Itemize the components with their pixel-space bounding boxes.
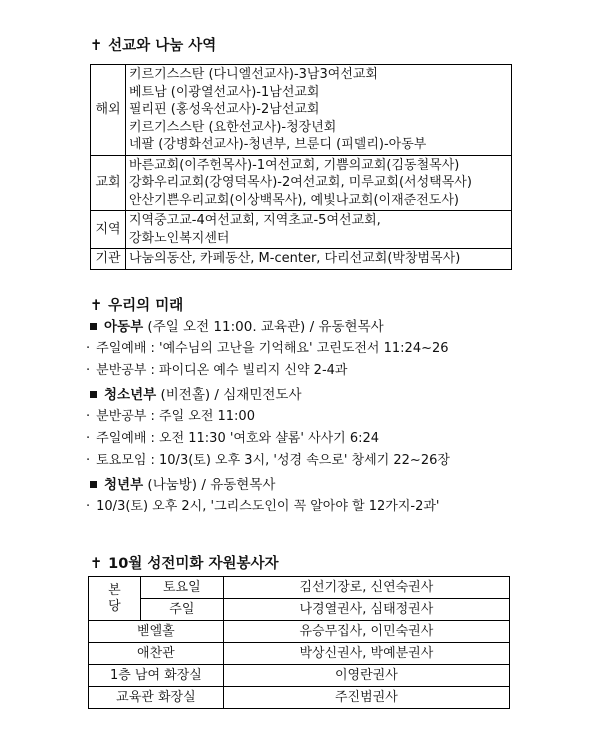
mission-line: 키르기스스탄 (요한선교사)-청장년회: [129, 119, 337, 135]
names-cell: 박상신권사, 박예분권사: [223, 643, 509, 665]
mission-detail-cell: [126, 155, 512, 211]
names-cell: 유승무집사, 이민숙권사: [223, 621, 509, 643]
category-cell: 지역: [91, 211, 126, 249]
place-cell: 벧엘홀: [89, 621, 224, 643]
mission-detail-cell: [126, 211, 512, 249]
list-item: · 주일예배 : '예수님의 고난을 기억해요' 고린도전서 11:24~26: [86, 341, 449, 356]
table-row: [89, 577, 510, 599]
names-cell: 김선기장로, 신연숙권사: [223, 577, 509, 599]
bullet-dot: ·: [86, 453, 91, 468]
square-bullet-icon: [90, 391, 97, 398]
mission-line: 네팔 (강병화선교사)-청년부, 브룬디 (피델리)-아동부: [129, 137, 427, 152]
place-cell: 애찬관: [89, 643, 224, 665]
future-section: [86, 314, 526, 518]
names-cell: 이영란권사: [223, 665, 509, 687]
list-item: · 토요모임 : 10/3(토) 오후 3시, '성경 속으로' 창세기 22~26장: [86, 453, 450, 468]
mission-line: 강화우리교회(강영덕목사)-2여선교회, 미루교회(서성택목사): [129, 175, 472, 190]
mission-row-overseas: [91, 65, 512, 156]
volunteer-section-title: ✝ 10월 성전미화 자원봉사자: [90, 556, 279, 572]
mission-line: 안산기쁜우리교회(이상백목사), 예빛나교회(이재준전도사): [129, 192, 459, 208]
mission-row-institution: [91, 249, 512, 270]
mission-line: 지역중고교-4여선교회, 지역초교-5여선교회,: [129, 213, 381, 228]
mission-line: 필리핀 (홍성욱선교사)-2남선교회: [129, 102, 320, 117]
place-cell: 교육관 화장실: [89, 687, 224, 709]
table-row: [89, 621, 510, 643]
mission-line: 나눔의동산, 카페동산, M-center, 다리선교회(박창범목사): [129, 251, 461, 266]
square-bullet-icon: [90, 481, 97, 488]
table-row: [89, 687, 510, 709]
place-cell: 토요일: [140, 577, 223, 599]
mission-line: 베트남 (이광열선교사)-1남선교회: [129, 84, 320, 100]
cross-icon: ✝: [90, 298, 103, 314]
bullet-dot: ·: [86, 363, 91, 378]
mission-row-church: [91, 155, 512, 211]
bullet-dot: ·: [86, 409, 91, 424]
list-item: · 주일예배 : 오전 11:30 '여호와 샬롬' 사사기 6:24: [86, 431, 380, 446]
main-church-cell: 본 당: [89, 577, 141, 621]
list-item: · 10/3(토) 오후 2시, '그리스도인이 꼭 알아야 할 12가지-2과': [86, 499, 440, 514]
place-cell: 주일: [140, 599, 223, 621]
mission-detail-cell: [126, 65, 512, 156]
cross-icon: ✝: [90, 38, 103, 54]
bullet-dot: ·: [86, 431, 91, 446]
mission-line: 강화노인복지센터: [129, 230, 230, 246]
category-cell: 해외: [91, 65, 126, 156]
volunteer-table: [88, 576, 510, 709]
mission-detail-cell: [126, 249, 512, 270]
table-row: [89, 599, 510, 621]
mission-line: 키르기스스탄 (다니엘선교사)-3남3여선교회: [129, 67, 378, 82]
mission-section-title: ✝ 선교와 나눔 사역: [90, 38, 217, 54]
list-item: · 분반공부 : 주일 오전 11:00: [86, 409, 255, 424]
mission-line: 바른교회(이주헌목사)-1여선교회, 기쁨의교회(김동철목사): [129, 157, 460, 173]
dept-heading: 청소년부 (비전홀) / 심재민전도사: [86, 384, 526, 406]
cross-icon: ✝: [90, 556, 103, 572]
bullet-dot: ·: [86, 499, 91, 514]
dept-heading: 아동부 (주일 오전 11:00. 교육관) / 유동현목사: [86, 316, 526, 338]
names-cell: 주진범권사: [223, 687, 509, 709]
future-section-title: ✝ 우리의 미래: [90, 298, 184, 314]
mission-row-local: [91, 211, 512, 249]
category-cell: 교회: [91, 155, 126, 211]
mission-table: [90, 64, 512, 270]
bullet-dot: ·: [86, 341, 91, 356]
category-cell: 기관: [91, 249, 126, 270]
place-cell: 1층 남여 화장실: [89, 665, 224, 687]
table-row: [89, 665, 510, 687]
dept-heading: 청년부 (나눔방) / 유동현목사: [86, 474, 526, 496]
table-row: [89, 643, 510, 665]
names-cell: 나경열권사, 심태정권사: [223, 599, 509, 621]
square-bullet-icon: [90, 323, 97, 330]
list-item: · 분반공부 : 파이디온 예수 빌리지 신약 2-4과: [86, 363, 348, 378]
